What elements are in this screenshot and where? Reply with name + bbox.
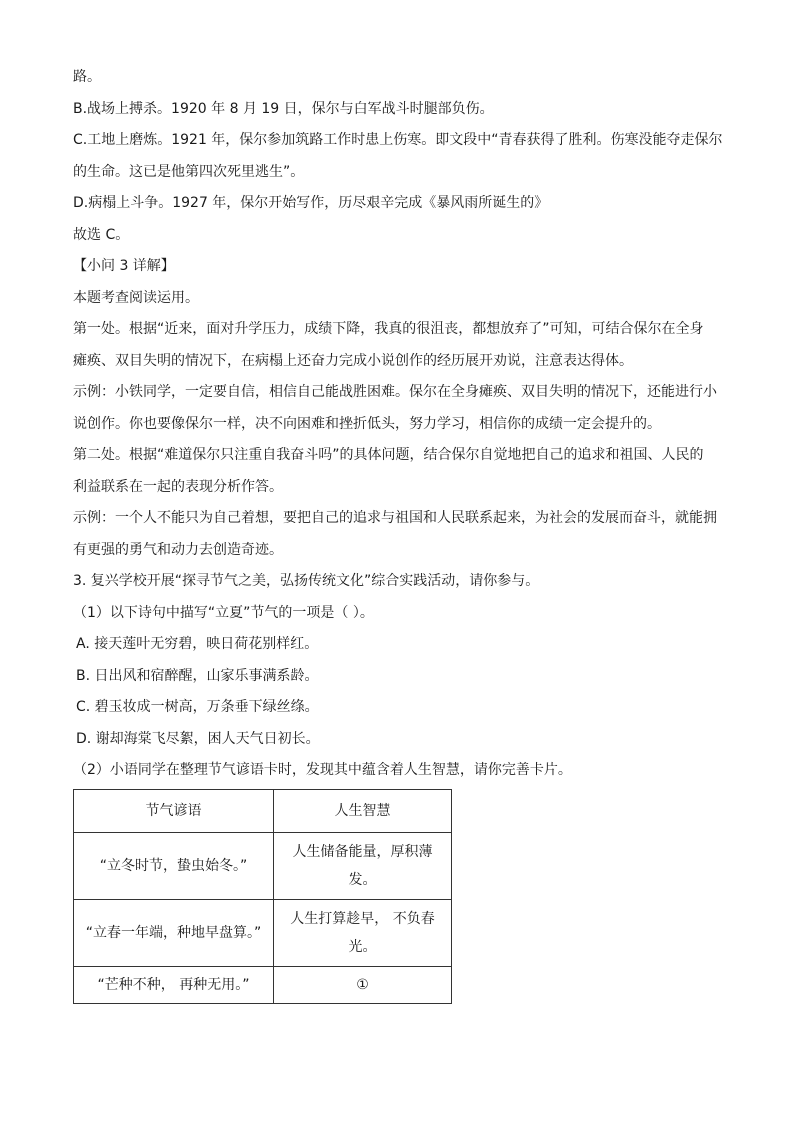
answer-blank-cell: ①: [274, 966, 452, 1003]
paragraph-line: 故选 C。: [73, 226, 130, 243]
paragraph-line: 第二处。根据“难道保尔只注重自我奋斗吗”的具体问题，结合保尔自觉地把自己的追求和祖国、人民的: [73, 447, 704, 463]
option-a: A. 接天莲叶无穷碧，映日荷花别样红。: [76, 636, 319, 652]
proverb-card-table: [73, 789, 452, 1004]
option-c: C. 碧玉妆成一树高，万条垂下绿丝绦。: [76, 699, 319, 715]
sub-question: （2）小语同学在整理节气谚语卡时，发现其中蕴含着人生智慧，请你完善卡片。: [73, 762, 572, 778]
paragraph-line: C.工地上磨炼。1921 年，保尔参加筑路工作时患上伤寒。即文段中“青春获得了胜利。伤寒没能夺走保尔: [73, 132, 723, 148]
paragraph-line: 路。: [73, 69, 101, 85]
paragraph-line: 本题考查阅读运用。: [73, 289, 199, 306]
table-header: 节气谚语: [74, 789, 274, 832]
table-header: 人生智慧: [274, 789, 452, 832]
proverb-cell: “立冬时节，蛰虫始冬。”: [74, 832, 274, 899]
paragraph-line: D.病榻上斗争。1927 年，保尔开始写作，历尽艰辛完成《暴风雨所诞生的》: [73, 195, 549, 211]
sub-question: （1）以下诗句中描写“立夏”节气的一项是（ ）。: [73, 604, 374, 621]
paragraph-line: 有更强的勇气和动力去创造奇迹。: [73, 541, 283, 558]
document-body: [73, 62, 723, 1004]
proverb-cell: “立春一年端，种地早盘算。”: [74, 899, 274, 966]
table-header-row: [74, 789, 452, 832]
table-row: [74, 899, 452, 966]
option-b: B. 日出风和宿醉醒，山家乐事满系龄。: [76, 667, 319, 684]
proverb-cell: “芒种不种， 再种无用。”: [74, 966, 274, 1003]
paragraph-line: B.战场上搏杀。1920 年 8 月 19 日，保尔与白军战斗时腿部负伤。: [73, 100, 494, 117]
table-row: [74, 966, 452, 1003]
section-heading: 【小问 3 详解】: [73, 258, 175, 274]
wisdom-cell: 人生储备能量，厚积薄发。: [274, 832, 452, 899]
option-d: D. 谢却海棠飞尽絮，困人天气日初长。: [76, 730, 320, 747]
paragraph-line: 的生命。这已是他第四次死里逃生”。: [73, 163, 305, 180]
paragraph-line: 示例：一个人不能只为自己着想，要把自己的追求与祖国和人民联系起来，为社会的发展而奋斗，就能拥: [73, 510, 717, 526]
paragraph-line: 示例：小铁同学，一定要自信，相信自己能战胜困难。保尔在全身瘫痪、双目失明的情况下，还能进行小: [73, 384, 717, 400]
paragraph-line: 说创作。你也要像保尔一样，决不向困难和挫折低头，努力学习，相信你的成绩一定会提升的。: [73, 415, 661, 432]
paragraph-line: 第一处。根据“近来，面对升学压力，成绩下降，我真的很沮丧，都想放弃了”可知，可结合保尔在全身: [73, 321, 704, 337]
question-title: 3. 复兴学校开展“探寻节气之美，弘扬传统文化”综合实践活动，请你参与。: [73, 573, 540, 589]
paragraph-line: 利益联系在一起的表现分析作答。: [73, 478, 283, 495]
paragraph-line: 瘫痪、双目失明的情况下，在病榻上还奋力完成小说创作的经历展开劝说，注意表达得体。: [73, 352, 633, 369]
wisdom-cell: 人生打算趁早， 不负春光。: [274, 899, 452, 966]
table-row: [74, 832, 452, 899]
